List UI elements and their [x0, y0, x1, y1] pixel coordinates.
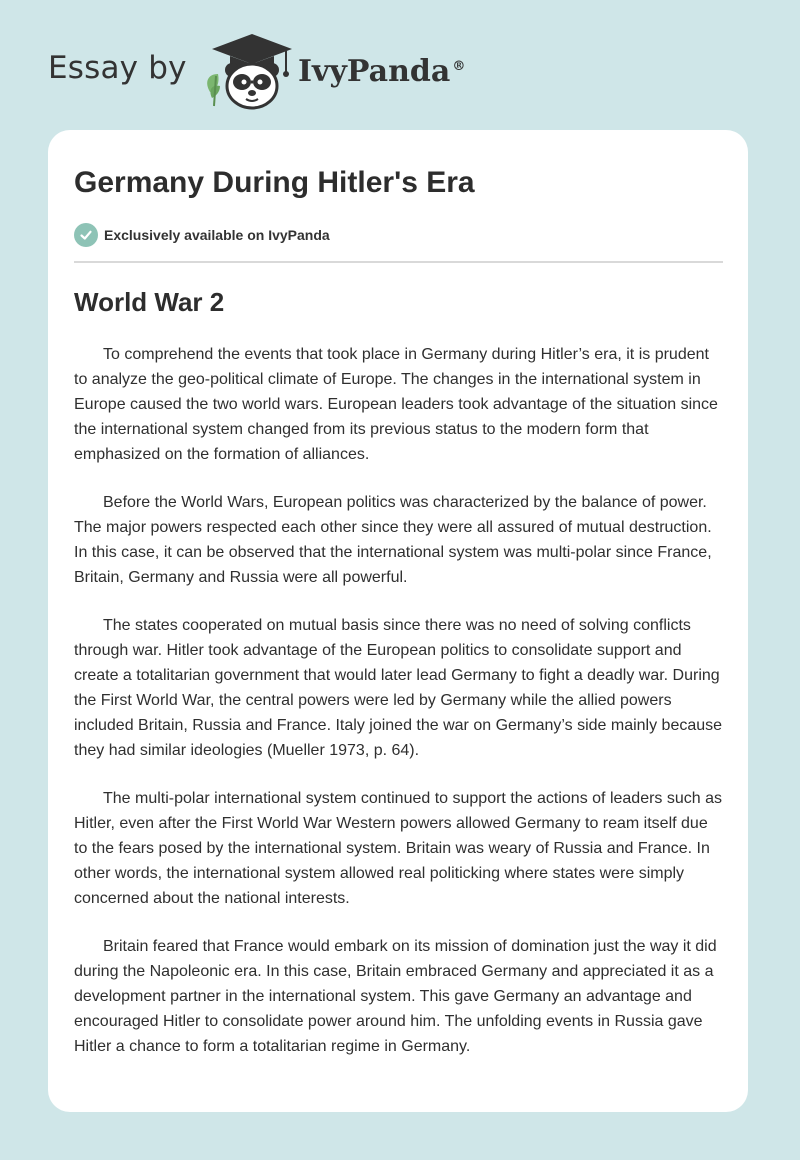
brand-name	[298, 54, 465, 89]
paragraph: Before the World Wars, European politics was characterized by the balance of power. The major powers respected each other since they were all assured of mutual destruction. In this case, it can be observed that the international system was multi-polar since France, Britain, Germany and Russia were all powerful.	[74, 494, 712, 586]
panda-graduation-cap-icon	[202, 32, 294, 110]
exclusive-badge	[74, 222, 330, 248]
section-heading: World War 2	[74, 287, 225, 317]
registered-mark: ®	[452, 59, 466, 74]
paragraph: The states cooperated on mutual basis since there was no need of solving conflicts through war. Hitler took advantage of the European politics to consolidate support and create a totalitarian government that would later lead Germany to fight a deadly war. During the First World War, the central powers were led by Germany while the allied powers included Britain, Russia and France. Italy joined the war on Germany’s side mainly because they had similar ideologies (Mueller 1973, p. 64).	[74, 617, 723, 759]
essay-body	[74, 342, 724, 1082]
divider	[74, 261, 723, 263]
brand-name-text: IvyPanda	[298, 54, 451, 89]
brand-header	[48, 30, 508, 110]
badge-text: Exclusively available on IvyPanda	[104, 227, 330, 243]
checkmark-icon	[74, 223, 98, 247]
page-title: Germany During Hitler's Era	[74, 166, 475, 199]
paragraph: The multi-polar international system continued to support the actions of leaders such as Hitler, even after the First World War Western powers allowed Germany to ream itself due to the fears posed by the international system. Britain was weary of Russia and France. In other words, the international system allowed real politicking where states were simply concerned about the national interests.	[74, 790, 722, 907]
paragraph: Britain feared that France would embark on its mission of domination just the way it did during the Napoleonic era. In this case, Britain embraced Germany and appreciated it as a development partner in the international system. This gave Germany an advantage and encouraged Hitler to consolidate power around him. The unfolding events in Russia gave Hitler a chance to form a totalitarian regime in Germany.	[74, 938, 717, 1055]
paragraph: To comprehend the events that took place in Germany during Hitler’s era, it is prudent to analyze the geo-political climate of Europe. The changes in the international system in Europe caused the two world wars. European leaders took advantage of the situation since the international system changed from its previous status to the modern form that emphasized on the formation of alliances.	[74, 346, 718, 463]
essay-card	[48, 130, 748, 1112]
brand-prefix: Essay by	[48, 50, 187, 86]
